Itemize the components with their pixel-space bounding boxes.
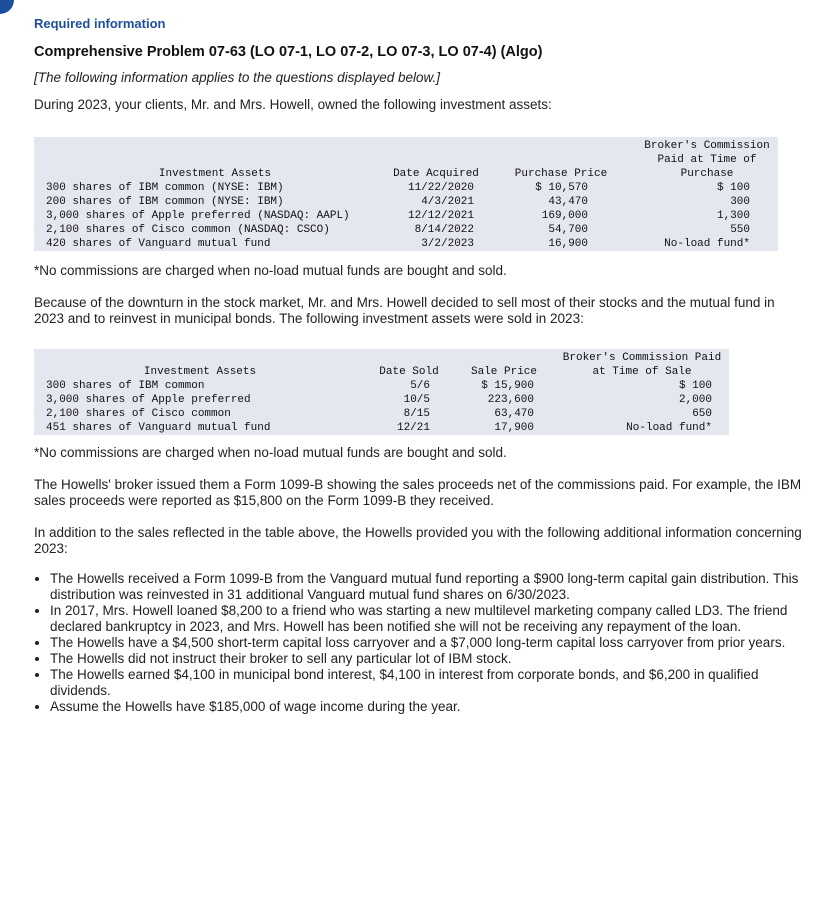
list-item: • In 2017, Mrs. Howell loaned $8,200 to a friend who was starting a new multilevel marketing company called LD3. The friend declared bankruptcy in 2023, and Mrs. Howell has been notified she will not be receiving any repayment of the loan. [50, 603, 804, 635]
t1-commission: No-load fund* [664, 238, 750, 250]
required-info-label: Required information [34, 16, 166, 31]
footnote-1: *No commissions are charged when no-load mutual funds are bought and sold. [34, 263, 507, 278]
t2-price: 63,470 [494, 408, 534, 420]
owned-assets-table [34, 137, 778, 251]
list-item: • The Howells earned $4,100 in municipal bond interest, $4,100 in interest from corporate bonds, and $6,200 in qualified dividends. [50, 667, 804, 699]
t2-price: 223,600 [487, 394, 534, 406]
t1-date: 8/14/2022 [414, 224, 474, 236]
additional-info-text: In addition to the sales reflected in the table above, the Howells provided you with the following additional information concerning 2023: [34, 525, 802, 556]
list-item: • The Howells have a $4,500 short-term capital loss carryover and a $7,000 long-term capital loss carryover from prior years. [50, 635, 804, 651]
form-1099b-text: The Howells' broker issued them a Form 1099-B showing the sales proceeds net of the commissions paid. For example, the IBM sales proceeds were reported as $15,800 on the Form 1099-B they received. [34, 477, 802, 508]
t2-commission: 650 [692, 408, 712, 420]
t2-asset: 2,100 shares of Cisco common [46, 408, 231, 420]
list-item: • Assume the Howells have $185,000 of wage income during the year. [50, 699, 804, 715]
footnote-2: *No commissions are charged when no-load mutual funds are bought and sold. [34, 445, 507, 460]
t1-commission: 1,300 [716, 210, 750, 222]
corner-badge [0, 0, 14, 14]
t1-header-assets: Investment Assets [158, 168, 272, 180]
t2-asset: 451 shares of Vanguard mutual fund [46, 422, 271, 434]
t2-commission: No-load fund* [626, 422, 712, 434]
t1-header-price: Purchase Price [514, 168, 608, 180]
t2-commission: 2,000 [678, 394, 712, 406]
t2-price: 17,900 [494, 422, 534, 434]
t1-price: $ 10,570 [535, 182, 588, 194]
t1-header-date: Date Acquired [393, 168, 479, 180]
t2-date: 5/6 [410, 380, 430, 392]
t2-price: $ 15,900 [481, 380, 534, 392]
list-item: • The Howells did not instruct their broker to sell any particular lot of IBM stock. [50, 651, 804, 667]
t1-asset: 3,000 shares of Apple preferred (NASDAQ: AAPL) [46, 210, 350, 222]
problem-content [34, 14, 804, 715]
t1-asset: 2,100 shares of Cisco common (NASDAQ: CSCO) [46, 224, 330, 236]
t1-date: 4/3/2021 [421, 196, 474, 208]
t1-header-commission-l2: Paid at Time of [657, 154, 757, 166]
t2-header-price: Sale Price [470, 366, 537, 378]
t1-date: 12/12/2021 [407, 210, 474, 222]
t1-commission: $ 100 [716, 182, 750, 194]
t2-date: 10/5 [403, 394, 430, 406]
t2-date: 8/15 [403, 408, 430, 420]
t1-asset: 300 shares of IBM common (NYSE: IBM) [46, 182, 284, 194]
t1-asset: 200 shares of IBM common (NYSE: IBM) [46, 196, 284, 208]
t2-commission: $ 100 [678, 380, 712, 392]
applies-note: [The following information applies to the questions displayed below.] [34, 70, 440, 85]
t1-price: 54,700 [548, 224, 588, 236]
list-item: • The Howells received a Form 1099-B from the Vanguard mutual fund reporting a $900 long-term capital gain distribution. This distribution was reinvested in 31 additional Vanguard mutual fund shares on 6/30/2023. [50, 571, 804, 603]
t1-date: 11/22/2020 [407, 182, 474, 194]
t2-header-commission-l1: Broker's Commission Paid [562, 352, 722, 364]
t2-header-assets: Investment Assets [143, 366, 257, 378]
sale-decision-text: Because of the downturn in the stock market, Mr. and Mrs. Howell decided to sell most of their stocks and the mutual fund in 2023 and to reinvest in municipal bonds. The following investment assets were sold in 2023: [34, 295, 775, 326]
t1-price: 16,900 [548, 238, 588, 250]
problem-title: Comprehensive Problem 07-63 (LO 07-1, LO 07-2, LO 07-3, LO 07-4) (Algo) [34, 44, 543, 60]
t1-price: 169,000 [541, 210, 588, 222]
sold-assets-table [34, 349, 729, 435]
intro-text: During 2023, your clients, Mr. and Mrs. Howell, owned the following investment assets: [34, 97, 552, 112]
t1-date: 3/2/2023 [421, 238, 474, 250]
t2-asset: 3,000 shares of Apple preferred [46, 394, 251, 406]
t1-price: 43,470 [548, 196, 588, 208]
t2-header-commission-l2: at Time of Sale [592, 366, 692, 378]
t1-commission: 300 [730, 196, 750, 208]
t1-commission: 550 [730, 224, 750, 236]
t2-header-date: Date Sold [379, 366, 439, 378]
t2-date: 12/21 [396, 422, 430, 434]
t1-header-commission-l1: Broker's Commission [644, 140, 770, 152]
t1-asset: 420 shares of Vanguard mutual fund [46, 238, 271, 250]
t2-asset: 300 shares of IBM common [46, 380, 205, 392]
t1-header-commission-l3: Purchase [680, 168, 734, 180]
